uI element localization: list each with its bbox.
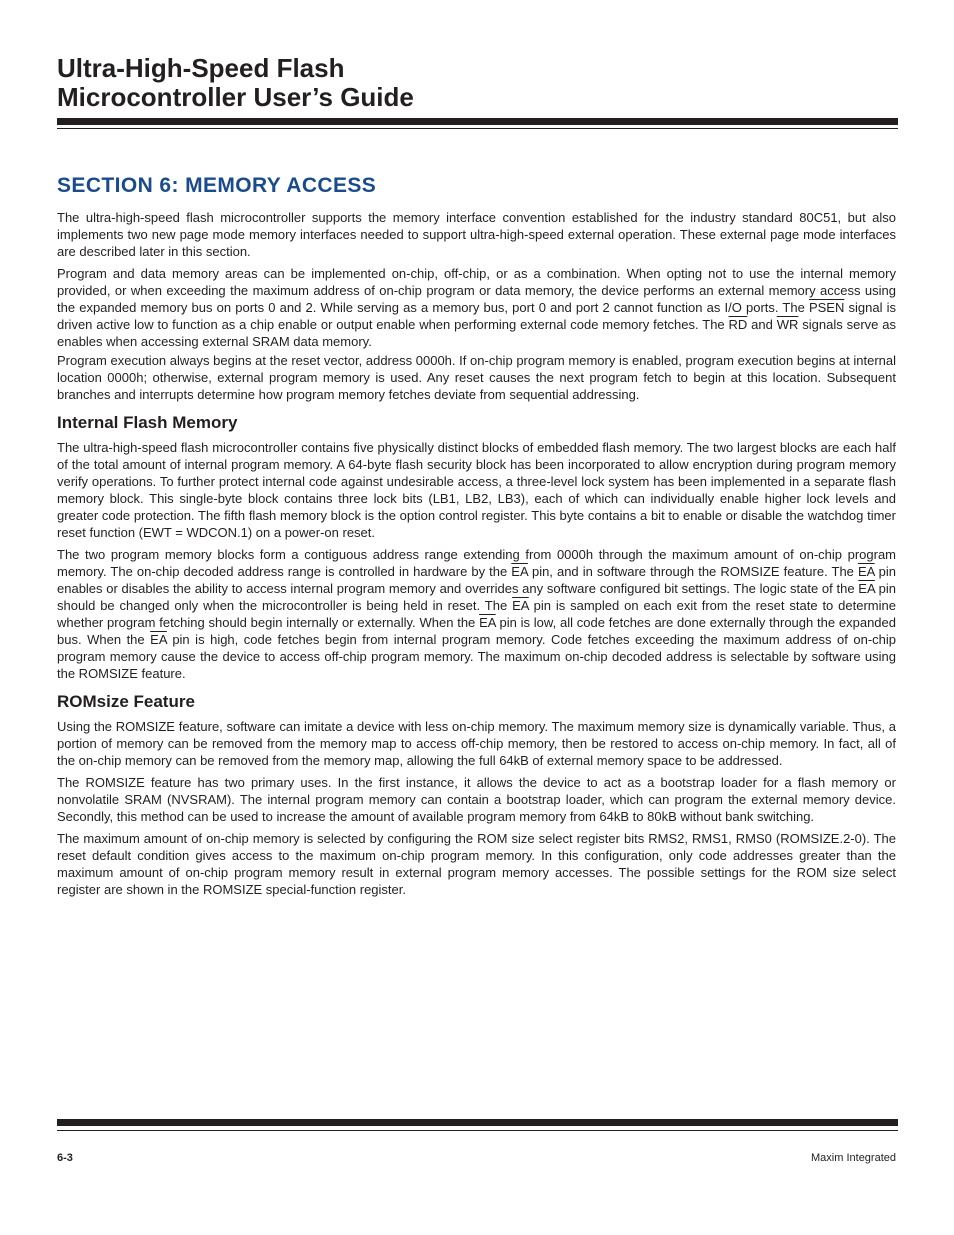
ea-pin: $\overline{EA}$	[150, 632, 167, 647]
intro-paragraph-3: Program execution always begins at the reset vector, address 0000h. If on-chip program memory is enabled, program execution begins at internal location 0000h; otherwise, external program memory is used. Any reset causes the next program fetch to begin at this location. Subsequent branches and interrupts determine how program memory fetches deviate from sequential addressing.	[57, 353, 896, 402]
ea-pin: $\overline{EA}$	[857, 564, 875, 579]
document-title-line1: Ultra-High-Speed Flash	[57, 53, 345, 83]
intro-paragraph-2: Program and data memory areas can be implemented on-chip, off-chip, or as a combination. When opting not to use the internal memory provided, or when exceeding the maximum address of on-chip program or data memory, the device performs an external memory access using the expanded memory bus on ports 0 and 2. While serving as a memory bus, port 0 and port 2 cannot function as I/O ports. The PSEN signal is driven active low to function as a chip enable or output enable when performing external code memory fetches. The $\overline{RD}$ and $\overline{WR}$ signals serve as enables when accessing external SRAM data memory.	[57, 266, 896, 349]
romsize-heading: ROMsize Feature	[57, 692, 195, 711]
document-title-line2: Microcontroller User’s Guide	[57, 82, 414, 112]
wr-signal: $\overline{WR}$	[776, 317, 799, 332]
header-rule-thick	[57, 118, 898, 125]
ea-pin: $\overline{EA}$	[511, 564, 528, 579]
ea-pin: $\overline{EA}$	[479, 615, 496, 630]
page-content	[57, 172, 896, 903]
internal-flash-heading: Internal Flash Memory	[57, 413, 238, 432]
page-number: 6-3	[57, 1152, 73, 1164]
ea-pin: $\overline{EA}$	[858, 581, 875, 596]
romsize-paragraph-3: The maximum amount of on-chip memory is selected by configuring the ROM size select register bits RMS2, RMS1, RMS0 (ROMSIZE.2-0). The reset default condition gives access to the maximum on-chip program memory. In this configuration, only code addresses greater than the maximum amount of on-chip program memory result in external program memory accesses. The possible settings for the ROM size select register are shown in the ROMSIZE special-function register.	[57, 831, 896, 897]
internal-flash-paragraph-2: The two program memory blocks form a contiguous address range extending from 0000h through the maximum amount of on-chip program memory. The on-chip decoded address range is controlled in hardware by the $\overline{EA}$ pin, and in software through the ROMSIZE feature. The $\overline{EA}$ pin enables or disables the ability to access internal program memory and overrides any software configured bit settings. The logic state of the $\overline{EA}$ pin should be changed only when the microcontroller is being held in reset. The $\overline{EA}$ pin is sampled on each exit from the reset state to determine whether program fetching should begin internally or externally. When the $\overline{EA}$ pin is low, all code fetches are done externally through the expanded bus. When the $\overline{EA}$ pin is high, code fetches begin from internal program memory. Code fetches exceeding the maximum address of on-chip program memory cause the device to access off-chip program memory. The maximum on-chip decoded address is selectable by software using the ROMSIZE feature.	[57, 547, 896, 681]
document-title	[57, 54, 414, 112]
romsize-paragraph-1: Using the ROMSIZE feature, software can imitate a device with less on-chip memory. The maximum memory size is dynamically variable. Thus, a portion of memory can be removed from the memory map to access off-chip memory, then be restored to access on-chip memory. In fact, all of the on-chip memory can be removed from the memory map, allowing the full 64kB of external memory space to be addressed.	[57, 719, 896, 768]
section-title: SECTION 6: MEMORY ACCESS	[57, 174, 377, 197]
rd-signal: $\overline{RD}$	[728, 317, 748, 332]
footer-rule-thick	[57, 1119, 898, 1126]
company-name: Maxim Integrated	[811, 1152, 896, 1164]
header-rule-thin	[57, 128, 898, 129]
ea-pin: $\overline{EA}$	[512, 598, 529, 613]
psen-signal: PSEN	[808, 300, 845, 315]
footer-rule-thin	[57, 1130, 898, 1131]
romsize-paragraph-2: The ROMSIZE feature has two primary uses. In the first instance, it allows the device to act as a bootstrap loader for a flash memory or nonvolatile SRAM (NVSRAM). The internal program memory can contain a bootstrap loader, which can program the external memory device. Secondly, this method can be used to increase the amount of available program memory from 64kB to 80kB without bank switching.	[57, 775, 896, 824]
internal-flash-paragraph-1: The ultra-high-speed flash microcontroller contains five physically distinct blocks of embedded flash memory. The two largest blocks are each half of the total amount of internal program memory. A 64-byte flash security block has been incorporated to allow encryption during program memory verify operations. To further protect internal code against undesirable access, a three-level lock system has been implemented in a separate flash memory block. This single-byte block contains three lock bits (LB1, LB2, LB3), each of which can individually enable higher lock levels and greater code protection. The fifth flash memory block is the option control register. This byte contains a bit to enable or disable the watchdog timer reset function (EWT = WDCON.1) on a power-on reset.	[57, 440, 896, 540]
intro-paragraph-1: The ultra-high-speed flash microcontroller supports the memory interface convention established for the industry standard 80C51, but also implements two new page mode memory interfaces needed to support ultra-high-speed external operation. These external page mode interfaces are described later in this section.	[57, 210, 896, 259]
